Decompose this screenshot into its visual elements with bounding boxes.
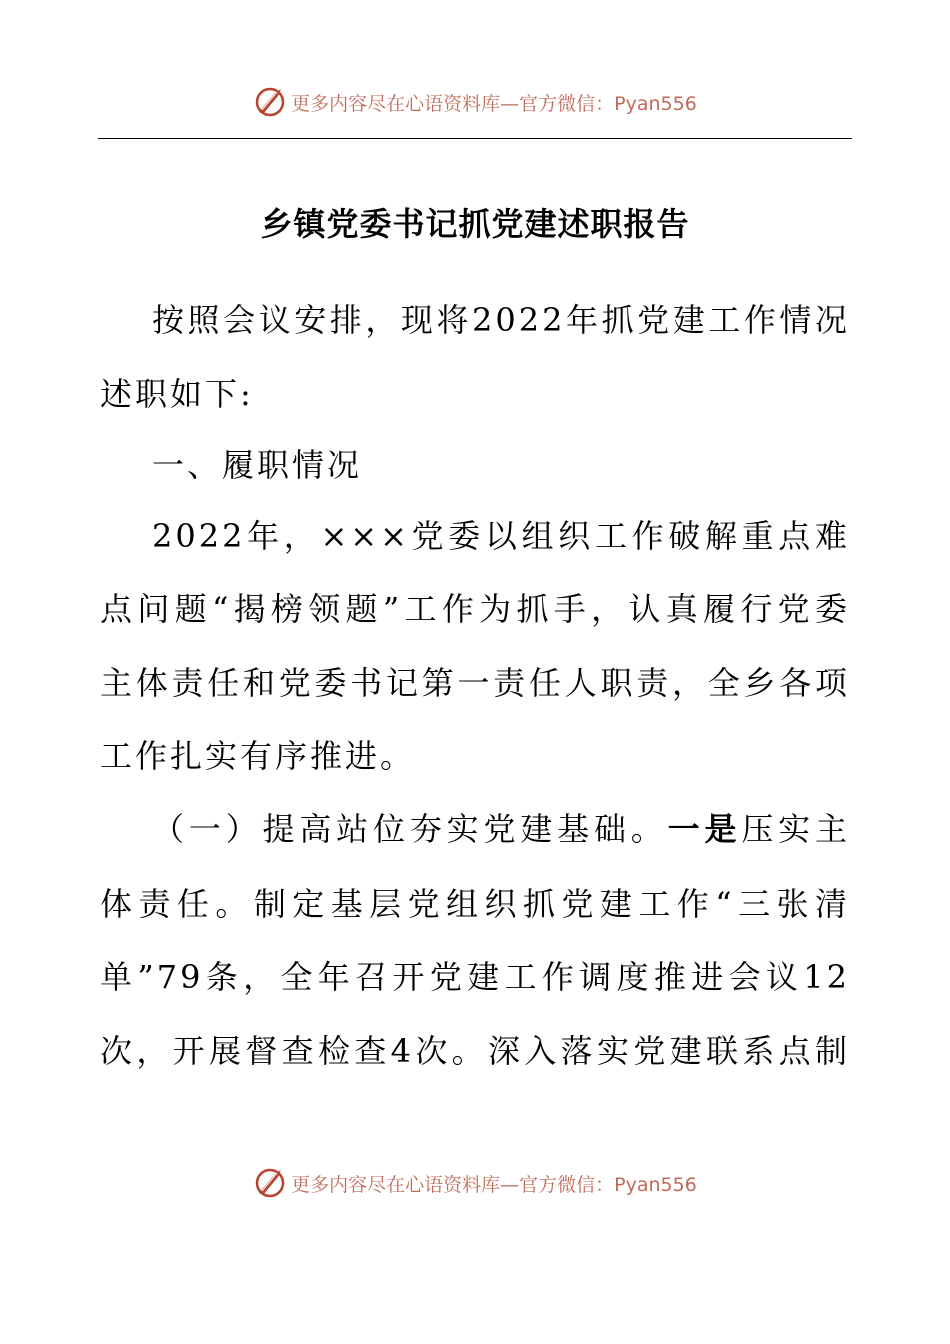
header-banner — [0, 82, 950, 122]
paragraph-line: 次，开展督查检查4次。深入落实党建联系点制 — [100, 1032, 850, 1070]
paragraph-line: 2022年，×××党委以组织工作破解重点难 — [152, 517, 850, 555]
section-heading: 一、履职情况 — [152, 446, 363, 484]
paragraph-line: 体责任。制定基层党组织抓党建工作“三张清 — [100, 885, 850, 923]
quill-seal-logo-icon — [253, 1166, 287, 1200]
quill-seal-logo-icon — [253, 85, 287, 119]
banner-text-cn: 更多内容尽在心语资料库—官方微信： — [291, 1173, 615, 1196]
banner-text — [291, 89, 697, 116]
paragraph-line: 主体责任和党委书记第一责任人职责，全乡各项 — [100, 664, 850, 702]
subsection-line — [100, 805, 850, 853]
banner-text — [291, 1170, 697, 1197]
document-title: 乡镇党委书记抓党建述职报告 — [260, 205, 690, 243]
paragraph-line: 工作扎实有序推进。 — [100, 737, 416, 775]
banner-wechat-id: Pyan556 — [614, 1173, 697, 1196]
paragraph-line: 按照会议安排，现将2022年抓党建工作情况 — [152, 301, 850, 339]
footer-banner — [0, 1163, 950, 1203]
banner-wechat-id: Pyan556 — [614, 92, 697, 115]
paragraph-line: 点问题“揭榜领题”工作为抓手，认真履行党委 — [100, 590, 850, 628]
header-divider — [98, 138, 852, 139]
subsection-text: 压实主 — [741, 810, 850, 848]
banner-text-cn: 更多内容尽在心语资料库—官方微信： — [291, 92, 615, 115]
subsection-heading: （一）提高站位夯实党建基础。 — [152, 810, 668, 848]
paragraph-line: 单”79条，全年召开党建工作调度推进会议12 — [100, 958, 850, 996]
paragraph-line: 述职如下: — [100, 375, 254, 413]
emphasis-text: 一是 — [667, 810, 742, 848]
